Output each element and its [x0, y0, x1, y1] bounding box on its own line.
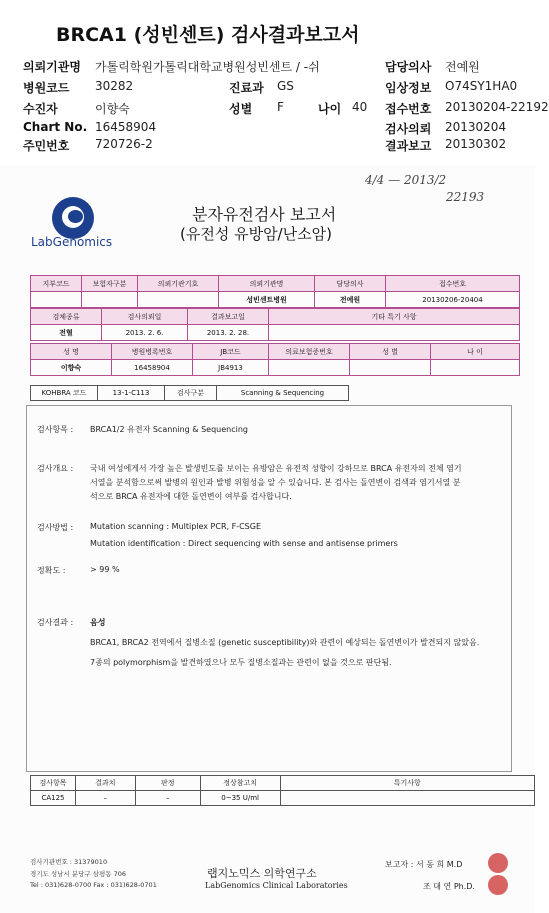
label-resident-no: 주민번호	[23, 139, 70, 153]
label-department: 진료과	[229, 81, 264, 95]
logo-text: LabGenomics	[31, 235, 113, 249]
scanned-report-image	[0, 165, 535, 913]
result-body	[26, 405, 512, 772]
info-grid-3: 성 명 병원병록번호 JB코드 의료보험증번호 성 별 나 이 이향숙 16458904 JB4913	[30, 343, 520, 376]
value-clinical-info: O74SY1HA0	[445, 79, 518, 93]
label-overview: 검사개요 :	[37, 464, 74, 473]
seal-stamp-2	[488, 875, 508, 895]
label-request-date: 검사의뢰	[385, 122, 432, 136]
label-institution: 의뢰기관명	[23, 60, 81, 74]
label-chart-no: Chart No.	[23, 120, 88, 134]
handwritten-note: 4/4 — 2013/2	[365, 173, 447, 187]
footer-reporter-2: 조 대 연 Ph.D.	[423, 882, 475, 891]
value-patient: 이향숙	[95, 102, 130, 116]
report-header	[0, 0, 549, 162]
value-doctor: 전예원	[445, 60, 480, 74]
ca125-table: 검사항목 결과치 판정 정상참고치 특기사항 CA125 – – 0~35 U/ml	[30, 775, 535, 806]
value-report-date: 20130302	[445, 137, 507, 151]
label-patient: 수진자	[23, 102, 58, 116]
footer-address: 경기도 성남시 분당구 삼평동 706	[30, 870, 127, 878]
scan-title: 분자유전검사 보고서	[192, 205, 337, 224]
result-line-2: 7종의 polymorphism을 발견하였으나 모두 질병소질과는 관련이 없을 것으로 판단됨.	[90, 658, 392, 667]
value-accuracy: > 99 %	[90, 565, 120, 574]
kohbra-row: KOHBRA 코드 13-1-C113 검사구분 Scanning & Sequencing	[30, 385, 349, 401]
footer-lab-no: 검사기관번호 : 31379010	[30, 858, 108, 866]
value-request-date: 20130204	[445, 120, 507, 134]
overview-line-2: 서열을 분석함으로써 발병의 원인과 발병 위험성을 알 수 있습니다. 본 검사는 돌연변이 검색과 염기서열 분	[90, 478, 461, 487]
info-grid-2: 검체종류 검사의뢰일 결과보고일 기타 특기 사항 전혈 2013. 2. 6. 2013. 2. 28.	[30, 308, 520, 341]
value-hospital-code: 30282	[95, 79, 134, 93]
scan-subtitle: (유전성 유방암/난소암)	[180, 225, 332, 243]
value-chart-no: 16458904	[95, 120, 157, 134]
label-report-date: 결과보고	[385, 139, 432, 153]
label-accuracy: 정확도 :	[37, 566, 66, 575]
label-hospital-code: 병원코드	[23, 81, 70, 95]
label-receipt-no: 접수번호	[385, 102, 432, 116]
method-line-2: Mutation identification : Direct sequencing with sense and antisense primers	[90, 539, 398, 548]
label-sex: 성별	[229, 102, 253, 116]
value-age: 40	[352, 100, 368, 114]
value-test-item: BRCA1/2 유전자 Scanning & Sequencing	[90, 425, 248, 434]
seal-stamp-1	[488, 853, 508, 873]
value-receipt-no: 20130204-22192	[445, 100, 549, 114]
handwritten-number: 22193	[446, 190, 485, 204]
report-title: BRCA1 (성빈센트) 검사결과보고서	[56, 24, 360, 46]
label-result: 검사결과 :	[37, 618, 74, 627]
footer-tel-fax: Tel : 031)628-0700 Fax : 031)628-0701	[30, 881, 157, 889]
label-age: 나이	[318, 102, 342, 116]
label-test-item: 검사항목 :	[37, 425, 74, 434]
info-grid-1: 지부코드 보험자구분 의뢰기관기호 의뢰기관명 담당의사 접수번호 성빈센트병원 전예원 20130206-20404	[30, 275, 520, 308]
footer-center-en: LabGenomics Clinical Laboratories	[205, 881, 348, 890]
value-institution: 가톨릭학원가톨릭대학교병원성빈센트 / -쉬	[95, 60, 320, 74]
result-negative: 음성	[90, 618, 106, 627]
footer-reporter-1: 보고자 : 서 동 희 M.D	[385, 860, 463, 869]
value-resident-no: 720726-2	[95, 137, 153, 151]
label-clinical-info: 임상정보	[385, 81, 432, 95]
overview-line-1: 국내 여성에게서 가장 높은 발생빈도를 보이는 유방암은 유전적 성향이 강하므로 BRCA 유전자의 전체 염기	[90, 464, 462, 473]
label-method: 검사방법 :	[37, 523, 74, 532]
overview-line-3: 석으로 BRCA 유전자에 대한 돌연변이 여부를 검사합니다.	[90, 492, 292, 501]
label-doctor: 담당의사	[385, 60, 432, 74]
footer-center-kr: 랩지노믹스 의학연구소	[207, 867, 317, 880]
result-line-1: BRCA1, BRCA2 전역에서 질병소질 (genetic susceptibility)와 관련이 예상되는 돌연변이가 발견되지 않았음.	[90, 638, 480, 647]
value-sex: F	[277, 100, 284, 114]
value-department: GS	[277, 79, 294, 93]
method-line-1: Mutation scanning : Multiplex PCR, F-CSGE	[90, 522, 262, 531]
